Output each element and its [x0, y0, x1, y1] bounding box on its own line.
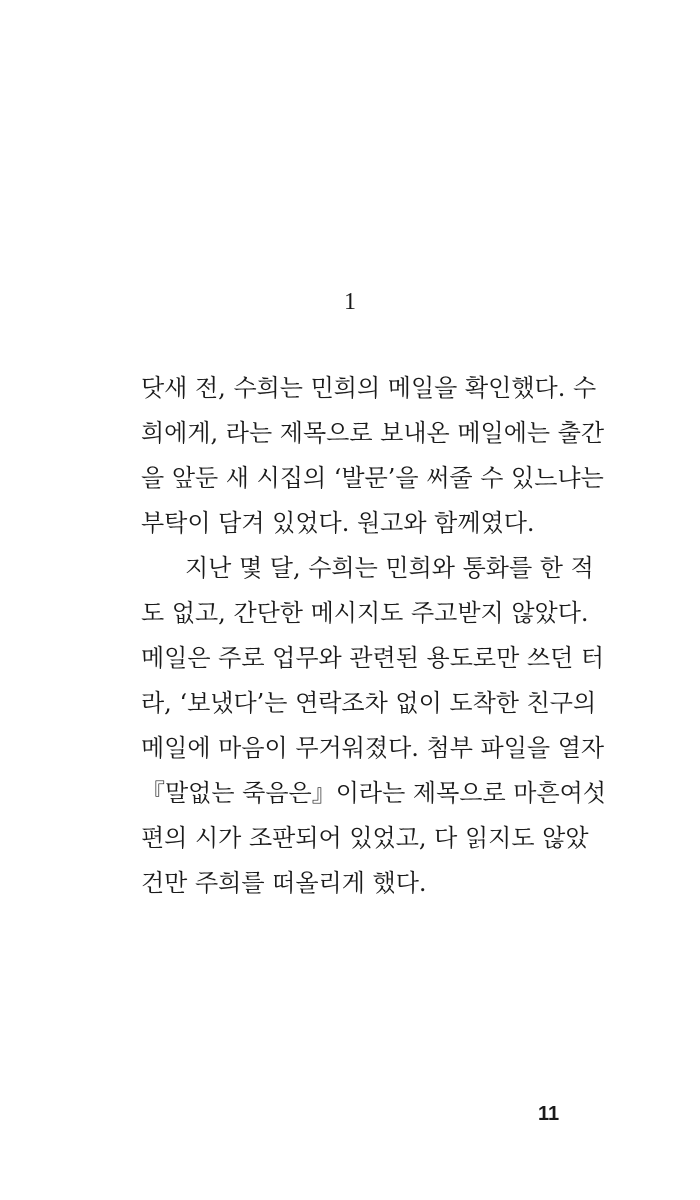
page-number: 11 — [538, 1103, 560, 1125]
text-line: 메일은 주로 업무와 관련된 용도로만 쓰던 터 — [141, 644, 605, 672]
text-line: 닷새 전, 수희는 민희의 메일을 확인했다. 수 — [141, 374, 597, 402]
text-line: 부탁이 담겨 있었다. 원고와 함께였다. — [141, 509, 535, 537]
text-line: 건만 주희를 떠올리게 했다. — [141, 869, 427, 897]
chapter-number: 1 — [344, 289, 356, 315]
text-line: 을 앞둔 새 시집의 ‘발문’을 써줄 수 있느냐는 — [141, 464, 604, 492]
text-line: 도 없고, 간단한 메시지도 주고받지 않았다. — [141, 599, 589, 627]
text-line: 희에게, 라는 제목으로 보내온 메일에는 출간 — [141, 419, 605, 447]
text-line: 『말없는 죽음은』이라는 제목으로 마흔여섯 — [141, 779, 607, 807]
paragraph-1 — [141, 366, 605, 546]
text-line: 지난 몇 달, 수희는 민희와 통화를 한 적 — [185, 554, 594, 582]
text-line: 라, ‘보냈다’는 연락조차 없이 도착한 친구의 — [141, 689, 597, 717]
paragraph-2 — [141, 546, 607, 906]
text-line: 편의 시가 조판되어 있었고, 다 읽지도 않았 — [141, 824, 589, 852]
body-text — [141, 366, 607, 906]
text-line: 메일에 마음이 무거워졌다. 첨부 파일을 열자 — [141, 734, 605, 762]
